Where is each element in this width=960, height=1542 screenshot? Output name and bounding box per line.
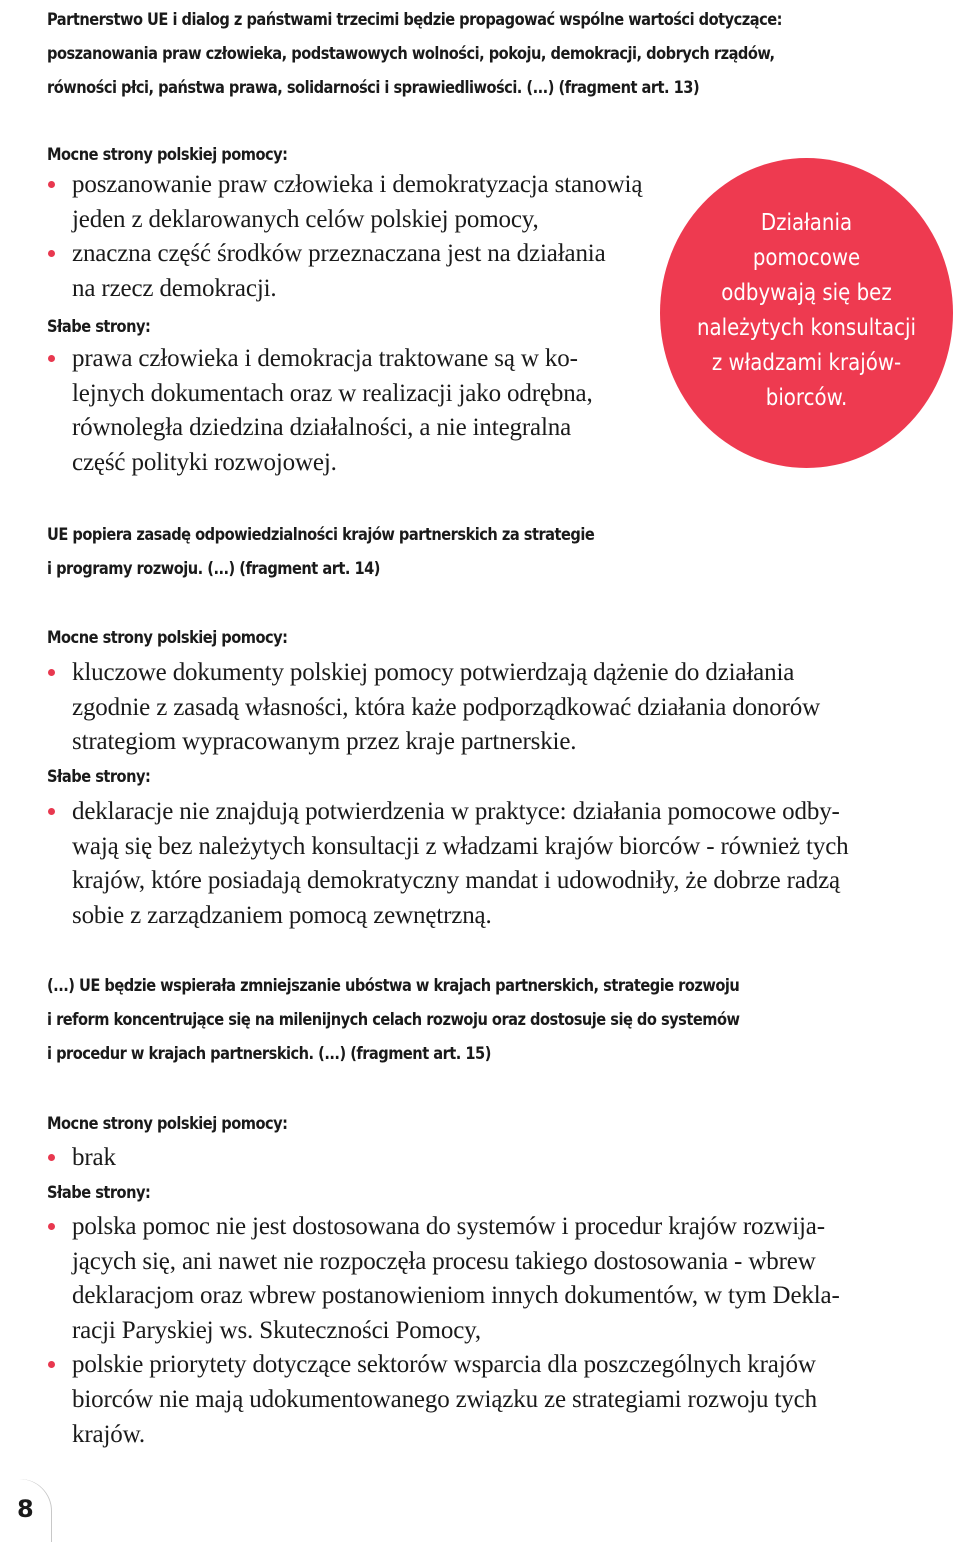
list-item xyxy=(47,1210,840,1348)
weak-points-list xyxy=(47,795,849,933)
text-line: biorców nie mają udokumentowanego związku ze strategiami rozwoju tych xyxy=(72,1385,817,1413)
weak-points-heading: Słabe strony: xyxy=(47,317,151,337)
list-item xyxy=(47,1348,840,1452)
text-line: jeden z deklarowanych celów polskiej pomocy, xyxy=(72,205,539,233)
text-line: prawa człowieka i demokracja traktowane są w ko- xyxy=(72,345,578,372)
text-line: część polityki rozwojowej. xyxy=(72,448,337,476)
list-item xyxy=(47,656,820,760)
text-line: kluczowe dokumenty polskiej pomocy potwierdzają dążenie do działania xyxy=(72,659,795,686)
text-line: deklaracjom oraz wbrew postanowieniom innych dokumentów, w tym Dekla- xyxy=(72,1282,840,1310)
callout-line: odbywają się bez xyxy=(721,280,892,306)
bullet-icon xyxy=(48,1154,55,1161)
text-line: polskie priorytety dotyczące sektorów wsparcia dla poszczególnych krajów xyxy=(72,1351,816,1379)
text-line: na rzecz demokracji. xyxy=(72,274,277,302)
article-13-intro xyxy=(47,3,782,105)
callout-text xyxy=(660,206,953,416)
bullet-icon xyxy=(48,1223,55,1230)
weak-points-heading: Słabe strony: xyxy=(47,1183,151,1203)
bullet-icon xyxy=(48,808,55,815)
bullet-icon xyxy=(48,181,55,188)
intro-line: (...) UE będzie wspierała zmniejszanie ubóstwa w krajach partnerskich, strategie rozwoju xyxy=(47,976,740,996)
text-line: racji Paryskiej ws. Skuteczności Pomocy, xyxy=(72,1316,481,1344)
text-line: brak xyxy=(72,1144,116,1171)
bullet-icon xyxy=(48,1361,55,1368)
strong-points-list xyxy=(47,656,820,760)
callout-line: pomocowe xyxy=(752,245,861,271)
bullet-icon xyxy=(48,250,55,257)
intro-line: równości płci, państwa prawa, solidarności i sprawiedliwości. (...) (fragment art. 13) xyxy=(47,78,700,98)
bullet-icon xyxy=(48,355,55,362)
text-line: strategiom wypracowanym przez kraje partnerskie. xyxy=(72,728,577,756)
intro-line: i programy rozwoju. (...) (fragment art. 14) xyxy=(47,559,380,579)
strong-points-heading: Mocne strony polskiej pomocy: xyxy=(47,1114,288,1134)
list-item xyxy=(47,168,642,237)
list-item xyxy=(47,795,849,933)
text-line: znaczna część środków przeznaczana jest na działania xyxy=(72,240,606,268)
intro-line: UE popiera zasadę odpowiedzialności krajów partnerskich za strategie xyxy=(47,525,595,545)
intro-line: i procedur w krajach partnerskich. (...) (fragment art. 15) xyxy=(47,1044,491,1064)
strong-points-heading: Mocne strony polskiej pomocy: xyxy=(47,628,288,648)
callout-line: Działania xyxy=(760,210,853,236)
text-line: wają się bez należytych konsultacji z władzami krajów biorców - również tych xyxy=(72,832,849,860)
text-line: deklaracje nie znajdują potwierdzenia w praktyce: działania pomocowe odby- xyxy=(72,798,840,825)
callout-line: z władzami krajów- xyxy=(711,350,902,376)
weak-points-list xyxy=(47,342,593,480)
intro-line: poszanowania praw człowieka, podstawowych wolności, pokoju, demokracji, dobrych rządów, xyxy=(47,44,775,64)
text-line: polska pomoc nie jest dostosowana do systemów i procedur krajów rozwija- xyxy=(72,1213,825,1240)
weak-points-heading: Słabe strony: xyxy=(47,767,151,787)
callout-line: należytych konsultacji xyxy=(696,315,917,341)
callout-circle xyxy=(660,158,953,468)
text-line: zgodnie z zasadą własności, która każe podporządkować działania donorów xyxy=(72,693,821,721)
text-line: sobie z zarządzaniem pomocą zewnętrzną. xyxy=(72,901,492,929)
list-item xyxy=(47,1141,116,1176)
intro-line: i reform koncentrujące się na milenijnych celach rozwoju oraz dostosuje się do systemów xyxy=(47,1010,740,1030)
article-15-intro xyxy=(47,969,739,1071)
text-line: krajów, które posiadają demokratyczny mandat i udowodniły, że dobrze radzą xyxy=(72,867,841,895)
list-item xyxy=(47,237,642,306)
page-number-tab xyxy=(0,1479,51,1542)
strong-points-list xyxy=(47,1141,116,1176)
strong-points-list xyxy=(47,168,642,306)
text-line: krajów. xyxy=(72,1420,145,1448)
bullet-icon xyxy=(48,669,55,676)
page-number: 8 xyxy=(17,1495,34,1523)
text-line: poszanowanie praw człowieka i demokratyzacja stanowią xyxy=(72,171,643,198)
text-line: jących się, ani nawet nie rozpoczęła procesu takiego dostosowania - wbrew xyxy=(72,1247,816,1275)
list-item xyxy=(47,342,593,480)
callout-line: biorców. xyxy=(765,385,848,411)
weak-points-list xyxy=(47,1210,840,1452)
article-14-intro xyxy=(47,518,594,586)
strong-points-heading: Mocne strony polskiej pomocy: xyxy=(47,145,288,165)
intro-line: Partnerstwo UE i dialog z państwami trzecimi będzie propagować wspólne wartości dotyczące: xyxy=(47,10,782,30)
text-line: lejnych dokumentach oraz w realizacji jako odrębna, xyxy=(72,379,593,407)
text-line: równoległa dziedzina działalności, a nie integralna xyxy=(72,414,572,442)
